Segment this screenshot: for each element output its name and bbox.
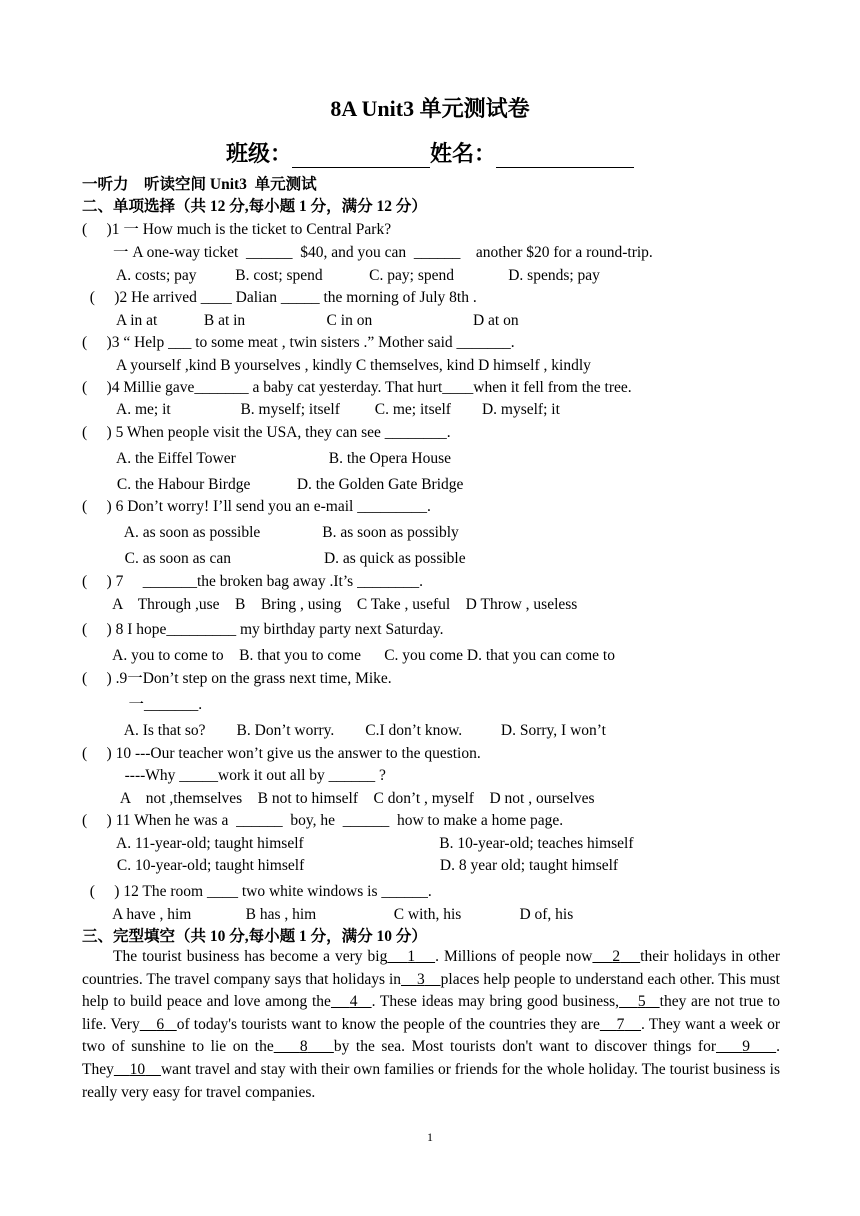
options-line: A Through ,use B Bring , using C Take , useful D Throw , useless (82, 596, 578, 613)
cloze-blank-number: 6 (156, 1015, 165, 1033)
question-line: ( )4 Millie gave_______ a baby cat yesterday. That hurt____when it fell from the tree. (82, 379, 632, 396)
question-line: ( ) 11 When he was a ______ boy, he ______ how to make a home page. (82, 812, 564, 829)
cloze-blank-number: 8 (299, 1038, 308, 1056)
page-title: 8A Unit3 单元测试卷 (330, 96, 530, 121)
question-line: ( ) 12 The room ____ two white windows is ______. (82, 883, 432, 900)
page-number: 1 (427, 1130, 433, 1144)
cloze-blank-number: 5 (637, 993, 646, 1011)
cloze-text: of today's tourists want to know the people of the countries they are (176, 1015, 600, 1033)
cloze-blank-number: 7 (616, 1015, 625, 1033)
class-blank (292, 147, 430, 168)
options-line: A. costs; pay B. cost; spend C. pay; spend D. spends; pay (82, 267, 600, 284)
cloze-blank-number: 2 (612, 948, 621, 965)
cloze-blank-number: 3 (416, 970, 425, 988)
cloze-blank-number: 1 (407, 948, 416, 965)
question-line: ( ) 10 ---Our teacher won’t give us the answer to the question. (82, 745, 481, 762)
cloze-text: their holidays in other countries. The travel company says that holidays in (82, 948, 781, 988)
cloze-text: by the sea. Most tourists don't want to discover things for (333, 1038, 716, 1056)
options-line: A yourself ,kind B yourselves , kindly C themselves, kind D himself , kindly (82, 357, 591, 374)
cloze-text: want travel and stay with their own families or friends for the whole holiday. The tourist business is really very easy for travel companies. (82, 1060, 781, 1101)
name-label: 姓名： (430, 141, 497, 166)
cloze-text: places help people to understand each other. This must help to build peace and love among the (82, 970, 780, 1011)
options-line: A. me; it B. myself; itself C. me; itself D. myself; it (82, 401, 560, 418)
options-line: C. the Habour Birdge D. the Golden Gate Bridge (82, 476, 464, 493)
options-line: A. you to come to B. that you to come C. you come D. that you can come to (82, 647, 615, 664)
question-line: ( ) 6 Don’t worry! I’ll send you an e-mail _________. (82, 498, 431, 515)
options-line: A. 11-year-old; taught himself B. 10-year-old; teaches himself (82, 835, 634, 852)
section-listening: 一听力 听读空间 Unit3 单元测试 (82, 176, 317, 193)
class-name-line (0, 137, 860, 168)
options-line: A have , him B has , him C with, his D of, his (82, 906, 574, 923)
cloze-blank-number: 10 (129, 1060, 146, 1078)
cloze-text: . These ideas may bring good business, (371, 993, 620, 1011)
question-line: ( )1 一 How much is the ticket to Central Park? (82, 221, 392, 238)
question-line: ( ) 8 I hope_________ my birthday party next Saturday. (82, 621, 444, 638)
section-single-choice: 二、单项选择（共 12 分,每小题 1 分，满分 12 分） (82, 198, 427, 215)
cloze-text: The tourist business has become a very big (113, 948, 388, 965)
options-line: A not ,themselves B not to himself C don’t , myself D not , ourselves (82, 790, 595, 807)
options-line: C. 10-year-old; taught himself D. 8 year old; taught himself (82, 857, 619, 874)
cloze-text: they are not true to life. Very (82, 993, 781, 1033)
question-line: ( )3 “ Help ___ to some meat , twin sisters .” Mother said _______. (82, 334, 515, 351)
cloze-blank-number: 9 (742, 1038, 750, 1056)
question-line: 一_______. (82, 696, 203, 713)
options-line: A. the Eiffel Tower B. the Opera House (82, 450, 451, 467)
cloze-text: . They want a week or two of sunshine to lie on the (82, 1015, 780, 1056)
question-line: ( )2 He arrived ____ Dalian _____ the morning of July 8th . (82, 289, 477, 306)
name-blank (496, 147, 634, 168)
options-line: C. as soon as can D. as quick as possible (82, 550, 466, 567)
cloze-text: . They (82, 1038, 781, 1078)
cloze-passage (82, 946, 780, 1104)
cloze-blank-number: 4 (349, 993, 358, 1011)
class-label: 班级： (225, 141, 292, 166)
question-line: ( ) .9一Don’t step on the grass next time, Mike. (82, 670, 392, 687)
options-line: A. Is that so? B. Don’t worry. C.I don’t know. D. Sorry, I won’t (82, 722, 606, 739)
cloze-text: . Millions of people now (435, 948, 593, 965)
options-line: A in at B at in C in on D at on (82, 312, 519, 329)
options-line: A. as soon as possible B. as soon as possibly (82, 524, 459, 541)
question-line: ( ) 5 When people visit the USA, they can see ________. (82, 424, 451, 441)
question-line: ( ) 7 _______the broken bag away .It’s ________. (82, 573, 423, 590)
question-line: ----Why _____work it out all by ______ ? (82, 767, 386, 784)
question-line: 一 A one-way ticket ______ $40, and you can ______ another $20 for a round-trip. (82, 244, 653, 261)
section-cloze: 三、完型填空（共 10 分,每小题 1 分，满分 10 分） (82, 928, 427, 945)
